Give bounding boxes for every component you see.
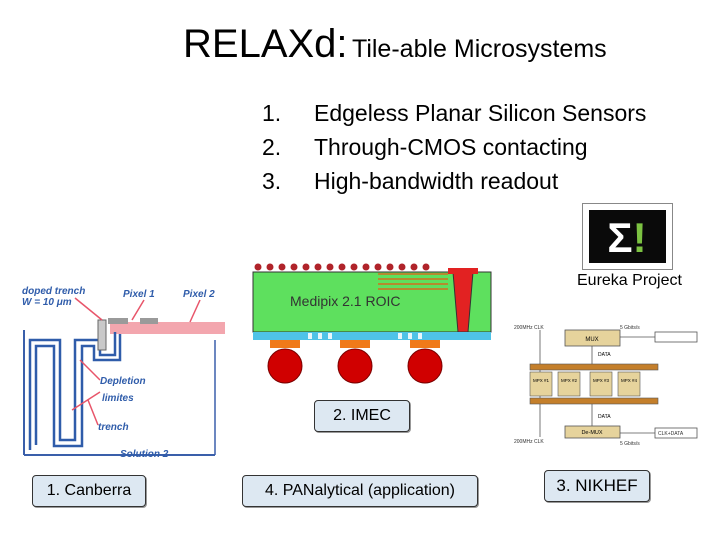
limites-label: limites xyxy=(102,393,134,404)
title-main: RELAXd: xyxy=(183,22,348,66)
demux-label: De-MUX xyxy=(581,430,603,436)
mpx-box xyxy=(558,372,580,396)
mpx-box xyxy=(530,372,552,396)
list-number: 1. xyxy=(262,100,282,126)
trench-label: doped trench xyxy=(22,286,86,297)
imec-label: 2. IMEC xyxy=(314,400,410,432)
list-number: 2. xyxy=(262,134,282,160)
trench-caption: trench xyxy=(98,422,129,433)
list-text: High-bandwidth readout xyxy=(314,168,559,194)
readout-diagram xyxy=(510,322,710,447)
list-number: 3. xyxy=(262,168,282,194)
gbits-bottom-label: 5 Gbits/s xyxy=(620,441,640,447)
data1-label: DATA xyxy=(598,352,611,358)
pixel1-label: Pixel 1 xyxy=(123,289,155,300)
eureka-label: Eureka Project xyxy=(577,272,682,289)
mux-label: MUX xyxy=(585,337,599,343)
chip-label: Medipix 2.1 ROIC xyxy=(290,293,401,309)
list-text: Through-CMOS contacting xyxy=(314,134,588,160)
mpx-label: MPX #2 xyxy=(560,378,578,383)
gbits-top-label: 5 Gbits/s xyxy=(620,325,640,331)
canberra-label: 1. Canberra xyxy=(32,475,146,507)
slide-title xyxy=(183,22,607,67)
title-sub: Tile-able Microsystems xyxy=(351,35,607,63)
depletion-label: Depletion xyxy=(100,376,146,387)
solution-label: Solution 2 xyxy=(120,449,169,460)
list-item xyxy=(262,130,646,164)
mpx-box xyxy=(590,372,612,396)
mpx-box xyxy=(618,372,640,396)
trench-body xyxy=(98,320,106,350)
nikhef-label: 3. NIKHEF xyxy=(544,470,650,502)
mpx-label: MPX #4 xyxy=(620,378,638,383)
chip-diagram xyxy=(248,258,498,398)
sensor-diagram xyxy=(20,280,230,465)
clk-top-label: 200MHz CLK xyxy=(514,325,544,331)
panalytical-label: 4. PANalytical (application) xyxy=(242,475,478,507)
list-text: Edgeless Planar Silicon Sensors xyxy=(314,100,647,126)
pixel2-label: Pixel 2 xyxy=(183,289,215,300)
list-item xyxy=(262,164,646,198)
goals-list xyxy=(262,96,646,198)
eureka-logo xyxy=(582,203,673,270)
list-item xyxy=(262,96,646,130)
clk-data-bottom-label: CLK+DATA xyxy=(658,431,684,437)
width-label: W = 10 μm xyxy=(22,297,72,308)
clk-bottom-label: 200MHz CLK xyxy=(514,439,544,445)
mpx-label: MPX #1 xyxy=(532,378,550,383)
data2-label: DATA xyxy=(598,414,611,420)
mpx-label: MPX #3 xyxy=(592,378,610,383)
eureka-logo-text: Σ! xyxy=(607,214,647,261)
